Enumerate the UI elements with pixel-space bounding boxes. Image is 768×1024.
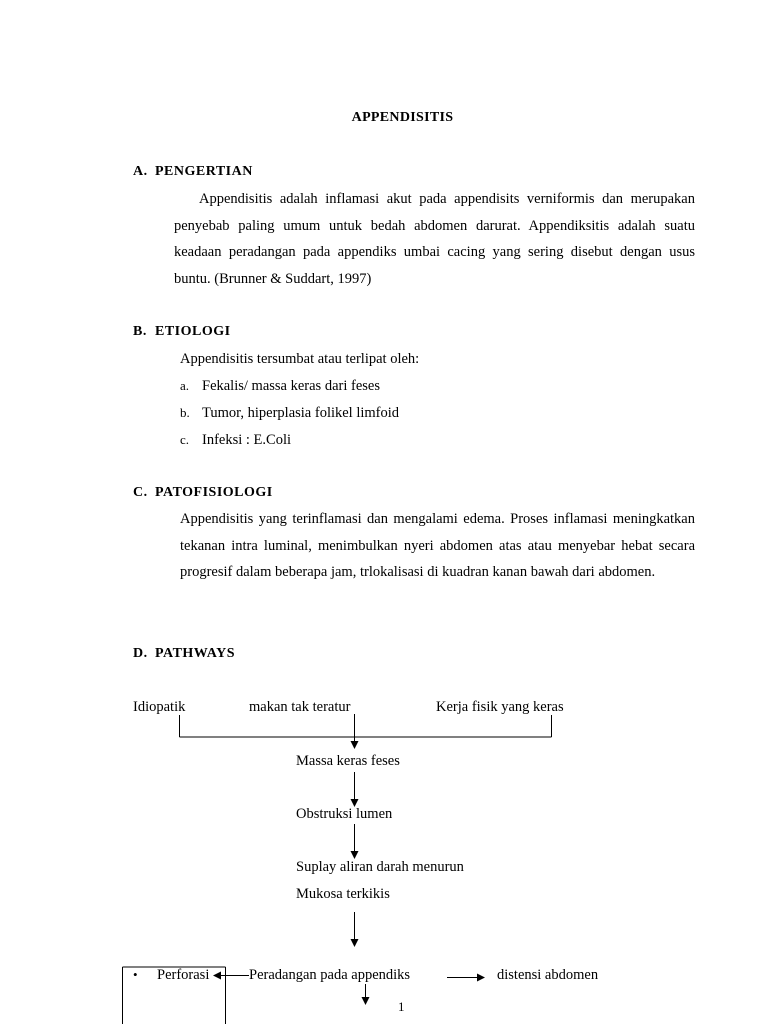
section-title: PENGERTIAN	[155, 164, 253, 179]
section-title: PATHWAYS	[155, 646, 235, 661]
cause-makan: makan tak teratur	[249, 699, 351, 715]
document-title: APPENDISITIS	[351, 110, 454, 125]
etiologi-intro: Appendisitis tersumbat atau terlipat oleh:	[180, 351, 420, 367]
section-letter: B.	[133, 324, 147, 339]
cause-idiopatik: Idiopatik	[133, 699, 186, 715]
distensi-node: distensi abdomen	[497, 967, 599, 983]
list-marker: a.	[180, 378, 190, 393]
cause-kerja-fisik: Kerja fisik yang keras	[436, 699, 564, 715]
list-text: Fekalis/ massa keras dari feses	[202, 378, 380, 394]
step-obstruksi: Obstruksi lumen	[296, 806, 393, 822]
list-marker: c.	[180, 432, 190, 447]
step-suplay: Suplay aliran darah menurun	[296, 859, 464, 875]
section-letter: D.	[133, 646, 148, 661]
perforasi-label: Perforasi	[157, 967, 210, 983]
step-mukosa: Mukosa terkikis	[296, 886, 390, 902]
section-letter: C.	[133, 485, 148, 500]
list-text: Infeksi : E.Coli	[202, 432, 292, 448]
patofisiologi-paragraph: Appendisitis yang terinflamasi dan mengalami edema. Proses inflamasi meningkatkan tekanan intra luminal, menimbulkan nyeri abdomen atas atau menyebar hebat secara progresif dalam beberapa jam, trlokalisasi di kuadran kanan bawah dari abdomen.	[180, 511, 695, 581]
section-letter: A.	[133, 164, 148, 179]
step-massa: Massa keras feses	[296, 753, 400, 769]
bullet-icon: •	[133, 967, 138, 982]
list-marker: b.	[180, 405, 190, 420]
section-title: PATOFISIOLOGI	[155, 485, 273, 500]
pengertian-paragraph: Appendisitis adalah inflamasi akut pada appendisits verniformis dan merupakan penyebab paling umum untuk bedah abdomen darurat. Appendiksitis adalah suatu keadaan peradangan pada appendiks umbai cacing yang sering disebut dengan usus buntu. (Brunner & Suddart, 1997)	[174, 191, 695, 287]
center-node: Peradangan pada appendiks	[249, 967, 411, 983]
list-text: Tumor, hiperplasia folikel limfoid	[202, 405, 400, 421]
page-number: 1	[398, 999, 405, 1014]
section-title: ETIOLOGI	[155, 324, 231, 339]
